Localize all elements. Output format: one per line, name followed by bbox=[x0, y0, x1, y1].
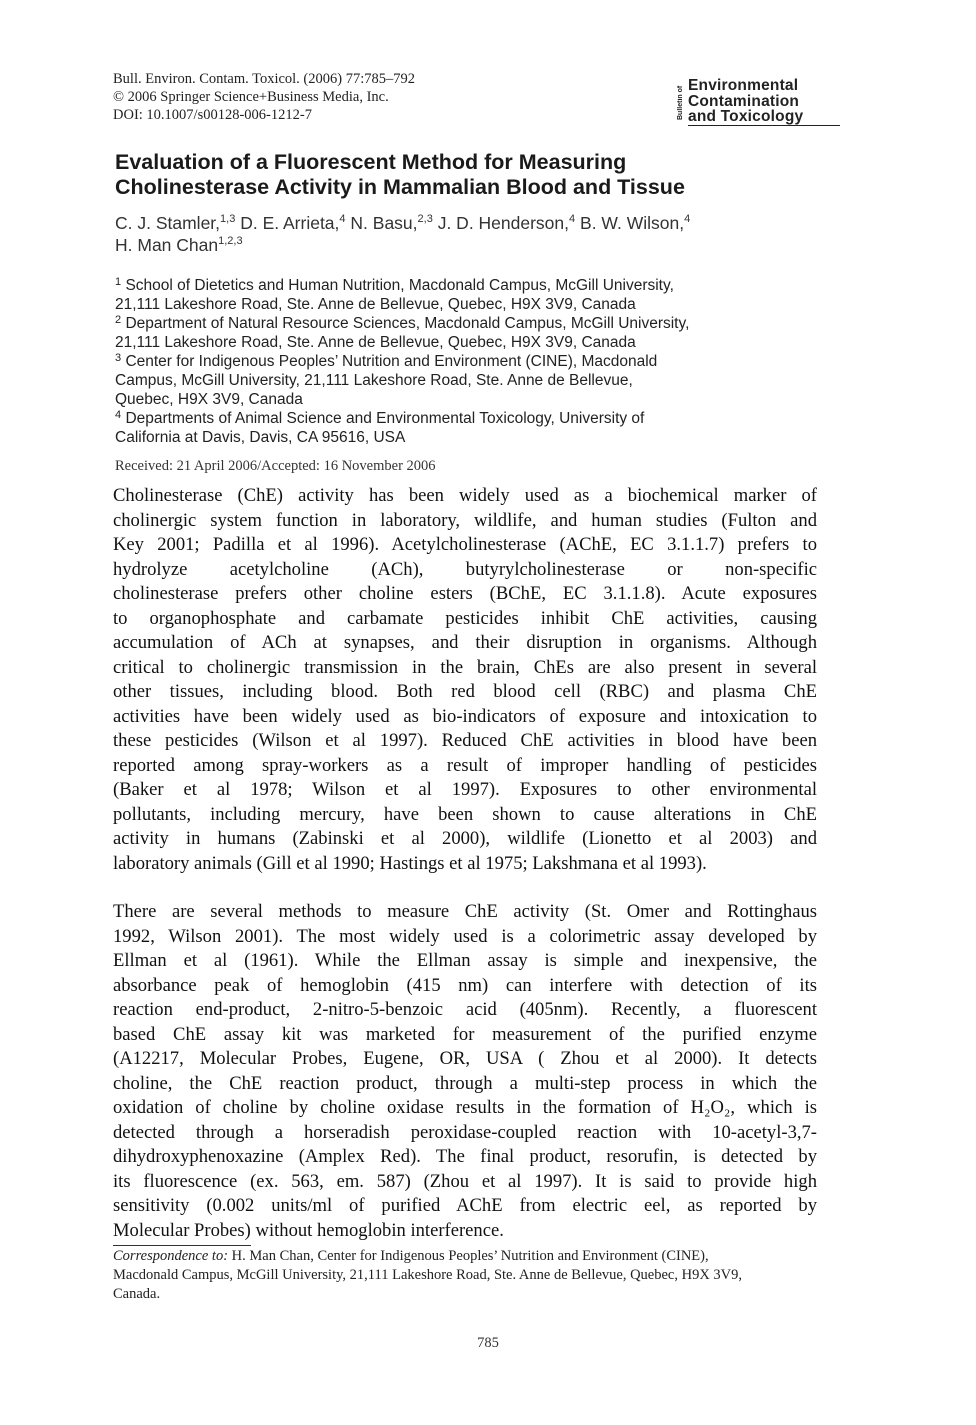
text-line: reaction end-product, 2-nitro-5-benzoic acid (405nm). Recently, a fluorescent bbox=[113, 999, 817, 1020]
footnote-rule bbox=[113, 1245, 251, 1246]
affiliation-item: $^1$ School of Dietetics and Human Nutrition, Macdonald Campus, McGill University, bbox=[115, 276, 674, 294]
affiliation-number: 3 bbox=[115, 352, 122, 364]
journal-logo bbox=[676, 78, 841, 128]
text-line: activities have been widely used as bio-indicators of exposure and intoxication to bbox=[113, 705, 817, 727]
footnote-label: Correspondence to: bbox=[113, 1248, 229, 1264]
page-number: 785 bbox=[477, 1335, 499, 1351]
affiliation-continuation: 21,111 Lakeshore Road, Ste. Anne de Bellevue, Quebec, H9X 3V9, Canada bbox=[115, 334, 636, 351]
affiliation-item: $^4$ Departments of Animal Science and Environmental Toxicology, University of bbox=[115, 409, 645, 427]
affiliation-number: 1 bbox=[115, 276, 122, 288]
text-line: these pesticides (Wilson et al 1997). Reduced ChE activities in blood have been bbox=[113, 730, 817, 751]
author-name: H. Man Chan bbox=[115, 235, 219, 255]
text-line: Ellman et al (1961). While the Ellman assay is simple and inexpensive, the bbox=[113, 950, 817, 971]
affiliation-continuation: Quebec, H9X 3V9, Canada bbox=[115, 391, 303, 408]
journal-logo-line-1: Environmental bbox=[688, 77, 799, 94]
text-line: hydrolyze acetylcholine (ACh), butyrylcholinesterase or non-specific bbox=[113, 558, 817, 580]
author-affiliation-marker: 4 bbox=[684, 213, 691, 225]
author-name: B. W. Wilson, bbox=[580, 213, 685, 233]
author-affiliation-marker: 4 bbox=[339, 213, 346, 225]
affiliation-continuation: 21,111 Lakeshore Road, Ste. Anne de Bellevue, Quebec, H9X 3V9, Canada bbox=[115, 296, 636, 313]
footnote-line: Macdonald Campus, McGill University, 21,111 Lakeshore Road, Ste. Anne de Bellevue, Quebec, H9X 3V9, bbox=[113, 1267, 743, 1283]
text-line: reported among spray-workers as a result of improper handling of pesticides bbox=[113, 754, 817, 776]
affiliation-continuation: Campus, McGill University, 21,111 Lakeshore Road, Ste. Anne de Bellevue, bbox=[115, 372, 633, 389]
text-line: based ChE assay kit was marketed for measurement of the purified enzyme bbox=[113, 1023, 817, 1045]
journal-logo-line-3: and Toxicology bbox=[688, 108, 804, 125]
text-line: oxidation of choline by choline oxidase results in the formation of H₂O₂, which is bbox=[113, 1097, 817, 1118]
text-line: (A12217, Molecular Probes, Eugene, OR, USA ( Zhou et al 2000). It detects bbox=[113, 1048, 817, 1069]
received-accepted-dates: Received: 21 April 2006/Accepted: 16 November 2006 bbox=[115, 458, 436, 474]
text-line: (Baker et al 1978; Wilson et al 1997). Exposures to other environmental bbox=[113, 779, 817, 800]
affiliation-item: $^3$ Center for Indigenous Peoples’ Nutrition and Environment (CINE), Macdonald bbox=[115, 352, 658, 370]
author-name: D. E. Arrieta, bbox=[240, 213, 340, 233]
journal-logo-line-2: Contamination bbox=[688, 92, 800, 110]
footnote-line: Correspondence to: H. Man Chan, Center for Indigenous Peoples’ Nutrition and Environment (CINE), bbox=[113, 1248, 709, 1264]
text-line: Cholinesterase (ChE) activity has been widely used as a biochemical marker of bbox=[113, 485, 817, 506]
text-line: activity in humans (Zabinski et al 2000), wildlife (Lionetto et al 2003) and bbox=[113, 828, 817, 849]
text-line: There are several methods to measure ChE activity (St. Omer and Rottinghaus bbox=[113, 901, 817, 922]
text-line: Molecular Probes) without hemoglobin interference. bbox=[113, 1219, 504, 1241]
text-line: detected through a horseradish peroxidase-coupled reaction with 10-acetyl-3,7- bbox=[113, 1121, 817, 1143]
text-line: Key 2001; Padilla et al 1996). Acetylcholinesterase (AChE, EC 3.1.1.7) prefers to bbox=[113, 534, 817, 555]
author-affiliation-marker: 4 bbox=[569, 213, 576, 225]
journal-logo-rule bbox=[688, 125, 840, 126]
paper-title-line-2: Cholinesterase Activity in Mammalian Blood and Tissue bbox=[115, 175, 685, 199]
text-line: sensitivity (0.002 units/ml of purified AChE from electric eel, as reported by bbox=[113, 1195, 817, 1216]
author-list bbox=[115, 212, 855, 256]
body-paragraph-1 bbox=[113, 484, 817, 876]
author-affiliation-marker: 1,2,3 bbox=[218, 235, 243, 247]
text-line: other tissues, including blood. Both red blood cell (RBC) and plasma ChE bbox=[113, 681, 817, 702]
author-name: N. Basu, bbox=[350, 213, 418, 233]
text-line: its fluorescence (ex. 563, em. 587) (Zhou et al 1997). It is said to provide high bbox=[113, 1170, 817, 1192]
correspondence-footnote bbox=[113, 1247, 843, 1304]
body-paragraph-2 bbox=[113, 900, 817, 1243]
doi-line: DOI: 10.1007/s00128-006-1212-7 bbox=[113, 107, 312, 123]
text-line: cholinergic system function in laboratory, wildlife, and human studies (Fulton and bbox=[113, 509, 817, 531]
author-name: J. D. Henderson, bbox=[437, 213, 570, 233]
text-line: critical to cholinergic transmission in the brain, ChEs are also present in several bbox=[113, 656, 817, 678]
affiliation-number: 4 bbox=[115, 409, 122, 421]
text-line: absorbance peak of hemoglobin (415 nm) can interfere with detection of its bbox=[113, 974, 817, 996]
paper-title bbox=[115, 150, 855, 200]
text-line: to organophosphate and carbamate pesticides inhibit ChE activities, causing bbox=[113, 607, 817, 629]
text-line: accumulation of ACh at synapses, and their disruption in organisms. Although bbox=[113, 632, 817, 653]
text-line: choline, the ChE reaction product, through a multi-step process in which the bbox=[113, 1072, 817, 1094]
text-line: dihydroxyphenoxazine (Amplex Red). The final product, resorufin, is detected by bbox=[113, 1146, 817, 1167]
affiliation-list bbox=[115, 276, 855, 447]
citation-header bbox=[113, 70, 633, 124]
author-line bbox=[115, 234, 855, 256]
footnote-line: Canada. bbox=[113, 1286, 161, 1302]
author-line bbox=[115, 212, 855, 234]
text-line: cholinesterase prefers other choline esters (BChE, EC 3.1.1.8). Acute exposures bbox=[113, 583, 817, 604]
journal-citation: Bull. Environ. Contam. Toxicol. (2006) 77:785–792 bbox=[113, 71, 415, 87]
affiliation-item: $^2$ Department of Natural Resource Sciences, Macdonald Campus, McGill University, bbox=[115, 314, 690, 332]
author-name: C. J. Stamler, bbox=[115, 213, 221, 233]
text-line: 1992, Wilson 2001). The most widely used is a colorimetric assay developed by bbox=[113, 925, 817, 947]
journal-logo-side-text: Bulletin of bbox=[677, 85, 684, 121]
text-line: laboratory animals (Gill et al 1990; Hastings et al 1975; Lakshmana et al 1993). bbox=[113, 852, 707, 874]
paper-title-line-1: Evaluation of a Fluorescent Method for Measuring bbox=[115, 150, 627, 174]
affiliation-number: 2 bbox=[115, 314, 122, 326]
author-affiliation-marker: 1,3 bbox=[220, 213, 236, 225]
text-line: pollutants, including mercury, have been shown to cause alterations in ChE bbox=[113, 803, 817, 825]
author-affiliation-marker: 2,3 bbox=[417, 213, 433, 225]
affiliation-continuation: California at Davis, Davis, CA 95616, USA bbox=[115, 429, 406, 446]
copyright-line: © 2006 Springer Science+Business Media, Inc. bbox=[113, 89, 389, 105]
